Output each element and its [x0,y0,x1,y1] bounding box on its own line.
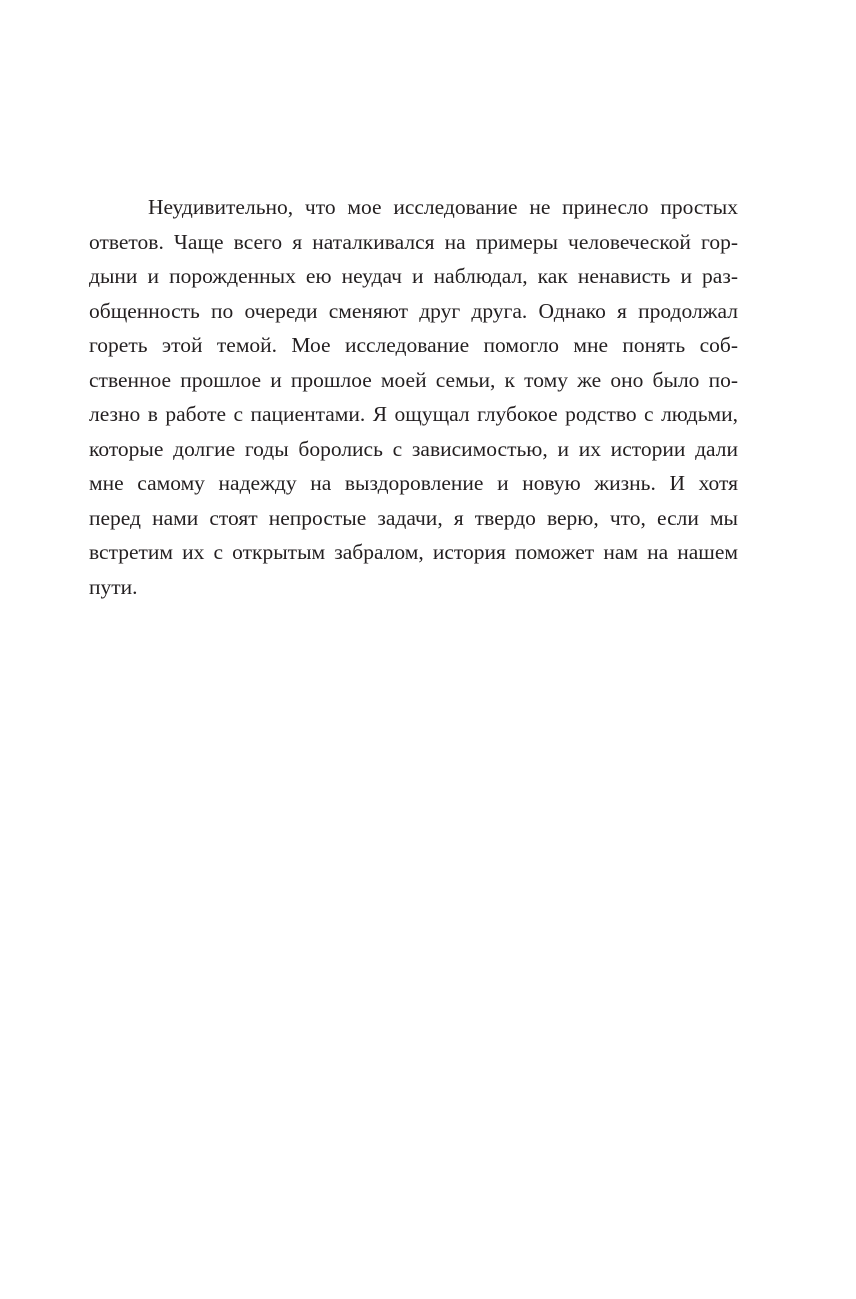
paragraph-line-7: лезно в работе с пациентами. Я ощущал глубокое родство с людьми, [89,402,738,426]
paragraph-line-2: ответов. Чаще всего я наталкивался на примеры человеческой гор- [89,229,738,254]
body-paragraph [89,190,738,604]
paragraph-line-5: гореть этой темой. Мое исследование помогло мне понять соб- [89,333,738,357]
paragraph-line-6: ственное прошлое и прошлое моей семьи, к тому же оно было по- [89,367,738,392]
paragraph-line-10: перед нами стоят непростые задачи, я твердо верю, что, если мы [89,505,738,530]
paragraph-line-9: мне самому надежду на выздоровление и новую жизнь. И хотя [89,471,738,495]
paragraph-line-1: Неудивительно, что мое исследование не принесло простых [148,195,738,219]
paragraph-line-12: пути. [89,574,138,599]
paragraph-line-11: встретим их с открытым забралом, история поможет нам на нашем [89,540,738,564]
paragraph-line-8: которые долгие годы боролись с зависимостью, и их истории дали [89,436,738,461]
paragraph-line-4: общенность по очереди сменяют друг друга. Однако я продолжал [89,298,738,323]
paragraph-line-3: дыни и порожденных ею неудач и наблюдал, как ненависть и раз- [89,264,738,288]
